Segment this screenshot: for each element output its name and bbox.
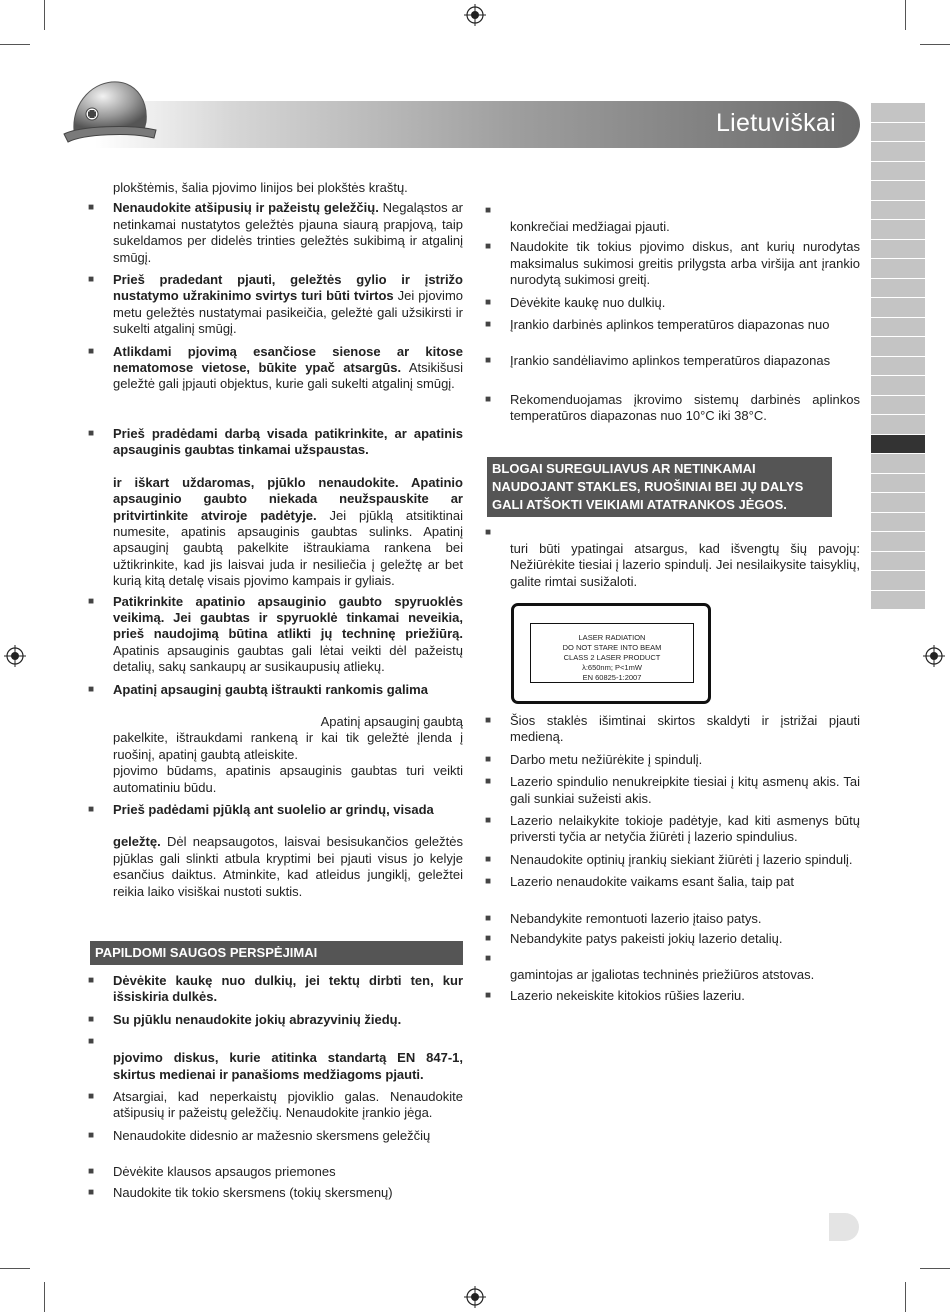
- section-heading: PAPILDOMI SAUGOS PERSPĖJIMAI: [90, 941, 463, 965]
- registration-mark-icon: [4, 645, 26, 667]
- safety-helmet-icon: [60, 72, 160, 152]
- list-item: ■ konkrečiai medžiagai pjauti.: [487, 203, 860, 235]
- chapter-tab: [871, 396, 925, 415]
- list-item: ■ Apatinį apsauginį gaubtą ištraukti rankomis galima Apatinį apsauginį gaubtą pakelkite, ištraukdami rankeną ir kai tik geležtė įlenda į ruošinį, apatinį gaubtą atleiskite. pjovimo būdams, apatinis apsauginis gaubtas turi veikti automatiniu būdu.: [90, 682, 463, 796]
- list-item: ■ pjovimo diskus, kurie atitinka standartą EN 847-1, skirtus medienai ir panašioms medžiagoms pjauti.: [90, 1034, 463, 1083]
- chapter-tab: [871, 240, 925, 259]
- crop-mark: [920, 44, 950, 45]
- chapter-tab: [871, 220, 925, 239]
- chapter-tab: [871, 142, 925, 161]
- list-item: ■ Naudokite tik tokius pjovimo diskus, ant kurių nurodytas maksimalus sukimosi greitis prilygsta arba viršija ant įrankio nurodytą sukimosi greitį.: [487, 239, 860, 288]
- list-item: ■ Lazerio nelaikykite tokioje padėtyje, kad kiti asmenys būtų priversti tyčia ar netyčia žiūrėti į lazerio spindulius.: [487, 813, 860, 846]
- crop-mark: [905, 1282, 906, 1312]
- crop-mark: [44, 1282, 45, 1312]
- crop-mark: [920, 1268, 950, 1269]
- chapter-tab: [871, 103, 925, 122]
- left-column: [90, 180, 463, 900]
- chapter-tab: [871, 259, 925, 278]
- chapter-tab: [871, 552, 925, 571]
- chapter-tab: [871, 591, 925, 610]
- crop-mark: [0, 1268, 30, 1269]
- chapter-tab: [871, 513, 925, 532]
- list-item: ■ Darbo metu nežiūrėkite į spindulį.: [487, 752, 860, 768]
- chapter-tab: [871, 474, 925, 493]
- header-banner: [95, 101, 860, 148]
- laser-label-text: LASER RADIATION DO NOT STARE INTO BEAM CLASS 2 LASER PRODUCT λ:650nm; P<1mW EN 60825-1:2007: [530, 623, 694, 683]
- list-item: ■ Dėvėkite klausos apsaugos priemones: [90, 1164, 463, 1180]
- list-item: ■ Atlikdami pjovimą esančiose sienose ar kitose nematomose vietose, būkite ypač atsargūs. Atsikišusi geležtė gali įpjauti objektus, kurie gali sukelti atgalinį smūgį.: [90, 344, 463, 393]
- right-column: [487, 203, 860, 425]
- crop-mark: [44, 0, 45, 30]
- list-item: ■ Patikrinkite apatinio apsauginio gaubto spyruoklės veikimą. Jei gaubtas ir spyruoklė tinkamai neveikia, prieš naudojimą būtina atlikti jų techninę priežiūrą. Apatinis apsauginis gaubtas gali lėtai veikti dėl pažeistų detalių, sakų sankaupų ar susikaupusių atliekų.: [90, 594, 463, 676]
- list-item: ■ Su pjūklu nenaudokite jokių abrazyvinių žiedų.: [90, 1012, 463, 1028]
- chapter-tab: [871, 201, 925, 220]
- registration-mark-icon: [464, 4, 486, 26]
- list-item: ■ Dėvėkite kaukę nuo dulkių, jei tektų dirbti ten, kur išsiskiria dulkės.: [90, 973, 463, 1006]
- chapter-tab: [871, 493, 925, 512]
- language-title: Lietuviškai: [715, 109, 836, 137]
- list-item: ■ Įrankio darbinės aplinkos temperatūros diapazonas nuo: [487, 317, 860, 333]
- list-item: ■ Rekomenduojamas įkrovimo sistemų darbinės aplinkos temperatūros diapazonas nuo 10°C iki 38°C.: [487, 392, 860, 425]
- list-item: ■ Įrankio sandėliavimo aplinkos temperatūros diapazonas: [487, 353, 860, 369]
- list-item: ■ Lazerio nekeiskite kitokios rūšies lazeriu.: [487, 988, 860, 1004]
- page-number-tab: [829, 1213, 859, 1241]
- chapter-tabs: [871, 103, 925, 610]
- list-item: ■ Nenaudokite optinių įrankių siekiant žiūrėti į lazerio spindulį.: [487, 852, 860, 868]
- chapter-tab: [871, 123, 925, 142]
- laser-warning-label: [511, 603, 711, 704]
- list-item: ■ Nebandykite patys pakeisti jokių lazerio detalių.: [487, 931, 860, 947]
- list-item: ■ Prieš padėdami pjūklą ant suolelio ar grindų, visada geležtę. Dėl neapsaugotos, laisvai besisukančios geležtės pjūklas gali slinkti atbula kryptimi bei pjauti visus jo kelyje esančius daiktus. Atminkite, kad atleidus jungiklį, geležtei reikia laiko visiškai nustoti suktis.: [90, 802, 463, 900]
- crop-mark: [0, 44, 30, 45]
- list-item: ■ Nebandykite remontuoti lazerio įtaiso patys.: [487, 911, 860, 927]
- chapter-tab: [871, 357, 925, 376]
- list-item: ■ Šios staklės išimtinai skirtos skaldyti ir įstrižai pjauti medieną.: [487, 713, 860, 746]
- laser-section: [487, 457, 860, 590]
- list-item: ■ gamintojas ar įgaliotas techninės priežiūros atstovas.: [487, 951, 860, 983]
- chapter-tab: [871, 318, 925, 337]
- chapter-tab: [871, 532, 925, 551]
- paragraph: plokštėmis, šalia pjovimo linijos bei plokštės kraštų.: [113, 180, 408, 195]
- chapter-tab: [871, 571, 925, 590]
- crop-mark: [905, 0, 906, 30]
- chapter-tab: [871, 181, 925, 200]
- chapter-tab: [871, 415, 925, 434]
- chapter-tab: [871, 376, 925, 395]
- chapter-tab: [871, 162, 925, 181]
- list-item: ■ Prieš pradedant pjauti, geležtės gylio ir įstrižo nustatymo užrakinimo svirtys turi būti tvirtos Jei pjovimo metu geležtės nustatymai pasikeičia, geležtė gali užsikirsti ir sukelti atgalinį smūgį.: [90, 272, 463, 338]
- chapter-tab: [871, 454, 925, 473]
- list-item: ■ Atsargiai, kad neperkaistų pjoviklio galas. Nenaudokite atšipusių ir pažeistų geležčių. Nenaudokite įrankio jėga.: [90, 1089, 463, 1122]
- section-heading: BLOGAI SUREGULIAVUS AR NETINKAMAI NAUDOJANT STAKLES, RUOŠINIAI BEI JŲ DALYS GALI ATŠOKTI VEIKIAMI ATATRANKOS JĖGOS.: [487, 457, 832, 517]
- list-item: ■ Prieš pradėdami darbą visada patikrinkite, ar apatinis apsauginis gaubtas tinkamai užspaustas. ir iškart uždaromas, pjūklo nenaudokite. Apatinio apsauginio gaubto niekada neužspauskite ar pritvirtinkite atviroje padėtyje. Jei pjūklą atsitiktinai numesite, apatinis apsauginis gaubtas sulinks. Apatinį apsauginį gaubtą pakelkite ištraukiama rankena bei užtikrinkite, kad jis laisvai juda ir nesiliečia į geležtę ar bet kurią kitą detalę visais pjovimo kampais ir gyliais.: [90, 426, 463, 590]
- chapter-tab-active: [871, 435, 925, 454]
- list-item: ■ Nenaudokite didesnio ar mažesnio skersmens geležčių: [90, 1128, 463, 1144]
- chapter-tab: [871, 279, 925, 298]
- chapter-tab: [871, 337, 925, 356]
- chapter-tab: [871, 298, 925, 317]
- list-item: ■ Nenaudokite atšipusių ir pažeistų geležčių. Negaląstos ar netinkamai nustatytos geležtės pjauna siaurą prapjovą, taip sukeldamos per didelės trinties geležtės sukibimą ir atgalinį smūgį.: [90, 200, 463, 266]
- extra-warnings-section: [90, 941, 463, 1201]
- registration-mark-icon: [923, 645, 945, 667]
- list-item: ■ Naudokite tik tokio skersmens (tokių skersmenų): [90, 1185, 463, 1201]
- list-item: ■ Lazerio nenaudokite vaikams esant šalia, taip pat: [487, 874, 860, 890]
- registration-mark-icon: [464, 1286, 486, 1308]
- list-item: ■ Dėvėkite kaukę nuo dulkių.: [487, 295, 860, 311]
- list-item: ■ Lazerio spindulio nenukreipkite tiesiai į kitų asmenų akis. Tai gali sunkiai sužeisti akis.: [487, 774, 860, 807]
- laser-rules: [487, 713, 860, 1004]
- list-item: ■ turi būti ypatingai atsargus, kad išvengtų šių pavojų: Nežiūrėkite tiesiai į lazerio spindulį. Jei nesilaikysite taisyklių, galite rimtai susižaloti.: [487, 525, 860, 590]
